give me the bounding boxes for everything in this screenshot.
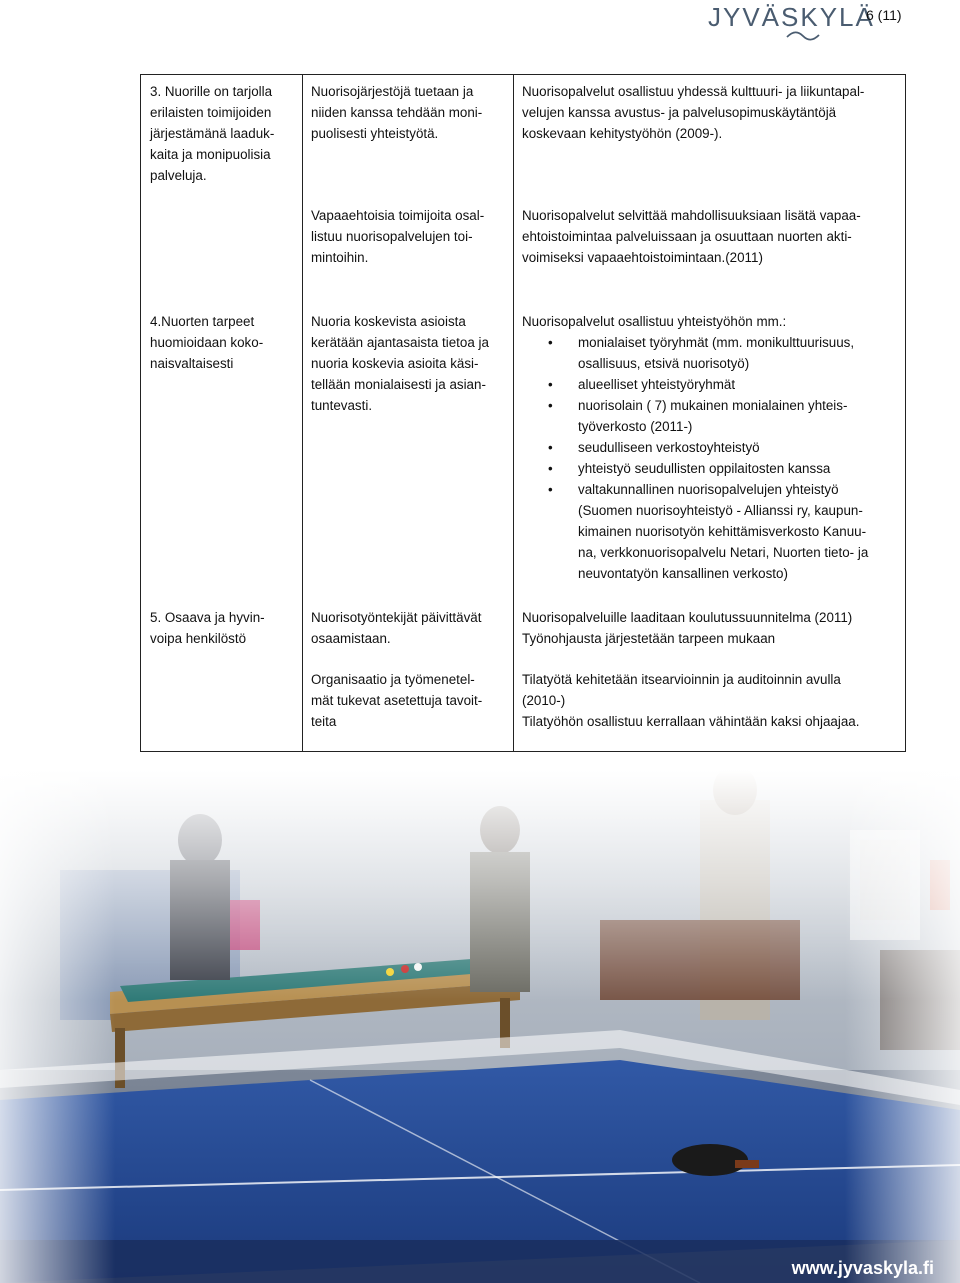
list-item: • nuorisolain ( 7) mukainen monialainen yhteis- työverkosto (2011-)	[522, 395, 904, 437]
criteria-cell: Vapaaehtoisia toimijoita osal- listuu nuorisopalvelujen toi- mintoihin.	[311, 208, 485, 265]
criteria-cell: Nuorisotyöntekijät päivittävät osaamistaan.	[311, 610, 482, 646]
actions-cell: Nuorisopalvelut selvittää mahdollisuuksiaan lisätä vapaa- ehtoistoimintaa palveluissaan ja osuuttaan nuorten akti- voimiseksi vapaaehtoistoimintaan.(2011)	[522, 208, 861, 265]
list-item: • valtakunnallinen nuorisopalvelujen yhteistyö (Suomen nuorisoyhteistyö - Allianssi ry, kaupun- kimainen nuorisotyön kehittämisverkosto Kanuu- na, verkkonuorisopalvelu Netari, Nuorten tieto- ja neuvontatyön kansallinen verkosto)	[522, 479, 904, 584]
list-item: • seudulliseen verkostoyhteistyö	[522, 437, 904, 458]
wave-icon	[786, 30, 820, 42]
column-divider	[302, 75, 303, 751]
goal-cell: 5. Osaava ja hyvin- voipa henkilöstö	[150, 610, 265, 646]
goal-cell: 3. Nuorille on tarjolla erilaisten toimijoiden järjestämänä laaduk- kaita ja monipuolisia palveluja.	[150, 84, 275, 183]
youth-center-photo	[0, 770, 960, 1283]
list-item: • monialaiset työryhmät (mm. monikulttuurisuus, osallisuus, etsivä nuorisotyö)	[522, 332, 904, 374]
actions-cell: Nuorisopalvelut osallistuu yhdessä kulttuuri- ja liikuntapal- velujen kanssa avustus- ja palvelusopimuskäytäntöjä koskevaan kehitystyöhön (2009-).	[522, 84, 865, 141]
photo-illustration	[0, 770, 960, 1283]
criteria-cell: Nuorisojärjestöjä tuetaan ja niiden kanssa tehdään moni- puolisesti yhteistyötä.	[311, 84, 483, 141]
cooperation-list	[522, 332, 904, 584]
jyvaskyla-logo	[708, 2, 875, 46]
page-number: 6 (11)	[866, 7, 902, 23]
actions-cell: Nuorisopalvelut osallistuu yhteistyöhön mm.: • monialaiset työryhmät (mm. monikulttuurisuus, osallisuus, etsivä nuorisotyö) • alueelliset yhteistyöryhmät • nuorisolain ( 7) mukainen monialainen yhteis- työverkosto (2011-) • seudulliseen verkostoyhteistyö • yhteistyö seudullisten oppilaitosten kanssa • valtakunnallinen nuorisopalvelujen yhteistyö (Suomen nuorisoyhteistyö - Allianssi ry, kaupun- kimainen nuorisotyön kehittämisverkosto Kanuu- na, verkkonuorisopalvelu Netari, Nuorten tieto- ja neuvontatyön kansallinen verkosto)	[522, 311, 904, 584]
criteria-cell: Nuoria koskevista asioista kerätään ajantasaista tietoa ja nuoria koskevia asioita käsi- tellään monialaisesti ja asian- tuntevasti.	[311, 314, 489, 413]
column-divider	[513, 75, 514, 751]
actions-cell: Tilatyötä kehitetään itsearvioinnin ja auditoinnin avulla (2010-) Tilatyöhön osallistuu kerrallaan vähintään kaksi ohjaajaa.	[522, 672, 860, 729]
logo-text: JYVÄSKYLÄ	[708, 2, 875, 32]
actions-cell: Nuorisopalveluille laaditaan koulutussuunnitelma (2011) Työnohjausta järjestetään tarpeen mukaan	[522, 610, 853, 646]
list-item: • alueelliset yhteistyöryhmät	[522, 374, 904, 395]
goals-table	[140, 74, 906, 752]
website-url[interactable]: www.jyvaskyla.fi	[791, 1258, 934, 1278]
page-header	[0, 0, 960, 60]
criteria-cell: Organisaatio ja työmenetel- mät tukevat asetettuja tavoit- teita	[311, 672, 483, 729]
goal-cell: 4.Nuorten tarpeet huomioidaan koko- naisvaltaisesti	[150, 314, 264, 371]
list-item: • yhteistyö seudullisten oppilaitosten kanssa	[522, 458, 904, 479]
